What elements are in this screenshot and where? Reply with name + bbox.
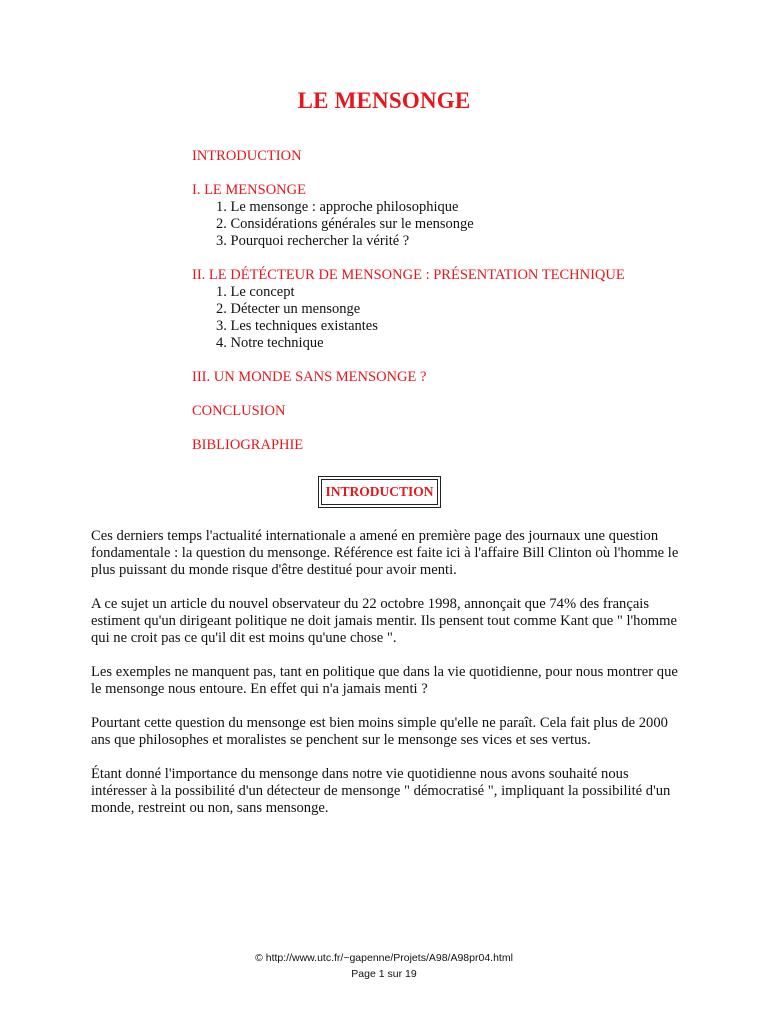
toc-introduction: INTRODUCTION [192, 148, 302, 164]
page-title: LE MENSONGE [297, 88, 471, 113]
toc-part-3: III. UN MONDE SANS MENSONGE ? [192, 369, 427, 385]
toc-item: 2. Considérations générales sur le mensonge [216, 216, 474, 232]
page-footer [0, 950, 768, 982]
introduction-body [91, 528, 683, 834]
toc-conclusion: CONCLUSION [192, 403, 286, 419]
section-heading-box [318, 476, 441, 508]
toc-part-2 [192, 267, 712, 352]
toc-item: 1. Le mensonge : approche philosophique [216, 199, 459, 215]
paragraph: Ces derniers temps l'actualité internationale a amené en première page des journaux une question fondamentale : la question du mensonge. Référence est faite ici à l'affaire Bill Clinton où l'homme le plus puissant du monde risque d'être destitué pour avoir menti. [91, 528, 679, 578]
paragraph: Les exemples ne manquent pas, tant en politique que dans la vie quotidienne, pour nous montrer que le mensonge nous entoure. En effet qui n'a jamais menti ? [91, 664, 678, 697]
table-of-contents [192, 148, 712, 471]
footer-page-number: Page 1 sur 19 [351, 968, 417, 980]
toc-part-2-heading: II. LE DÉTÉCTEUR DE MENSONGE : PRÉSENTATION TECHNIQUE [192, 267, 625, 283]
toc-item: 2. Détecter un mensonge [216, 301, 361, 317]
toc-item: 1. Le concept [216, 284, 295, 300]
toc-part-1-heading: I. LE MENSONGE [192, 182, 306, 198]
paragraph: Pourtant cette question du mensonge est bien moins simple qu'elle ne paraît. Cela fait plus de 2000 ans que philosophes et moralistes se penchent sur le mensonge ses vices et ses vertus. [91, 715, 668, 748]
footer-url: © http://www.utc.fr/~gapenne/Projets/A98/A98pr04.html [255, 952, 513, 964]
toc-item: 3. Les techniques existantes [216, 318, 378, 334]
paragraph: Étant donné l'importance du mensonge dans notre vie quotidienne nous avons souhaité nous intéresser à la possibilité d'un détecteur de mensonge " démocratisé ", impliquant la possibilité d'un monde, restreint ou non, sans mensonge. [91, 766, 671, 816]
paragraph: A ce sujet un article du nouvel observateur du 22 octobre 1998, annonçait que 74% des français estiment qu'un dirigeant politique ne doit jamais mentir. Ils pensent tout comme Kant que " l'homme qui ne croit pas ce qu'il dit est moins qu'une chose ". [91, 596, 677, 646]
toc-item: 4. Notre technique [216, 335, 324, 351]
toc-part-1 [192, 182, 712, 250]
section-heading: INTRODUCTION [321, 479, 438, 505]
toc-bibliography: BIBLIOGRAPHIE [192, 437, 304, 453]
toc-item: 3. Pourquoi rechercher la vérité ? [216, 233, 410, 249]
